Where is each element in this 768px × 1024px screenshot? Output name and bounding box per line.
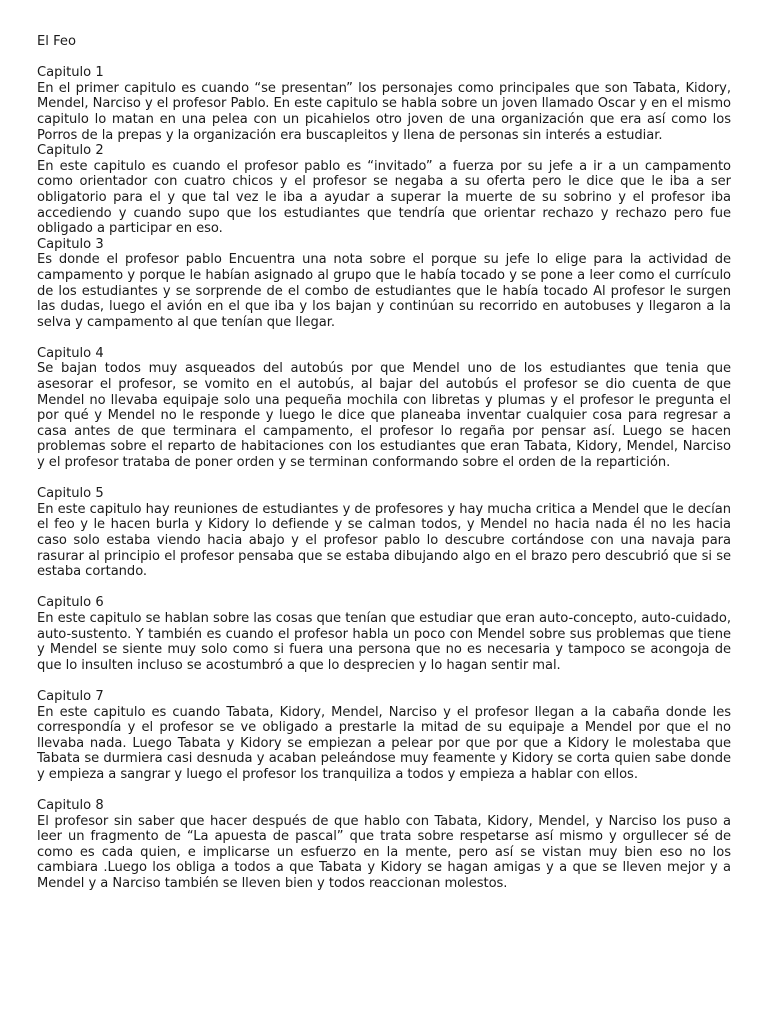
chapter-5: [37, 486, 731, 580]
chapter-body: Es donde el profesor pablo Encuentra una nota sobre el porque su jefe lo elige para la actividad de campamento y porque le habían asignado al grupo que le había tocado y se pone a leer como el currículo de los estudiantes y se sorprende de el combo de estudiantes que le había tocado Al profesor le surgen las dudas, luego el avión en el que iba y los bajan y continúan su recorrido en autobuses y llegaron a la selva y campamento al que tenían que llegar.: [37, 252, 731, 330]
chapter-6: [37, 595, 731, 673]
chapter-heading: Capitulo 6: [37, 595, 104, 611]
chapter-body: Se bajan todos muy asqueados del autobús por que Mendel uno de los estudiantes que tenia que asesorar el profesor, se vomito en el autobús, al bajar del autobús el profesor se dio cuenta de que Mendel no llevaba equipaje solo una pequeña mochila con libretas y plumas y el profesor le pregunta el por qué y Mendel no le responde y luego le dice que planeaba inventar cualquier cosa para regresar a casa antes de que terminara el campamento, el profesor lo regaña por pensar así. Luego se hacen problemas sobre el reparto de habitaciones con los estudiantes que eran Tabata, Kidory, Mendel, Narciso y el profesor trataba de poner orden y se terminan conformando sobre el orden de la repartición.: [37, 361, 731, 471]
document-page: [37, 34, 731, 892]
chapter-heading: Capitulo 8: [37, 798, 104, 814]
chapter-heading: Capitulo 5: [37, 486, 104, 502]
chapter-heading: Capitulo 4: [37, 345, 104, 361]
chapter-2: [37, 143, 731, 237]
document-title: El Feo: [37, 34, 76, 49]
chapter-heading: Capitulo 3: [37, 236, 104, 252]
chapter-body: En este capitulo es cuando el profesor pablo es “invitado” a fuerza por su jefe a ir a un campamento como orientador con cuatro chicos y el profesor se negaba a su oferta pero le dice que le iba a ser obligatorio para el y que tal vez le iba a ayudar a superar la muerte de su sobrino y el profesor iba accediendo y cuando supo que los estudiantes que tendría que orientar rechazo y rechazo pero fue obligado a participar en eso.: [37, 158, 731, 237]
chapter-1: [37, 65, 731, 143]
chapter-heading: Capitulo 2: [37, 143, 104, 159]
chapter-heading: Capitulo 1: [37, 65, 104, 81]
chapter-body: En el primer capitulo es cuando “se presentan” los personajes como principales que son Tabata, Kidory, Mendel, Narciso y el profesor Pablo. En este capitulo se habla sobre un joven llamado Oscar y en el mismo capitulo lo matan en una pelea con un picahielos otro joven de una organización que era así como los Porros de la prepas y la organización era buscapleitos y llena de personas sin interés a estudiar.: [37, 80, 731, 143]
chapter-heading: Capitulo 7: [37, 688, 104, 704]
chapter-8: [37, 798, 731, 892]
chapter-4: [37, 346, 731, 471]
chapter-body: En este capitulo es cuando Tabata, Kidory, Mendel, Narciso y el profesor llegan a la cabaña donde les correspondía y el profesor se ve obligado a prestarle la mitad de su equipaje a Mendel por que el no llevaba nada. Luego Tabata y Kidory se empiezan a pelear por que por que a Kidory le molestaba que Tabata se durmiera casi desnuda y acaban peleándose muy feamente y Kidory se corta quien sabe donde y empieza a sangrar y luego el profesor los tranquiliza a todos y empieza a hablar con ellos.: [37, 704, 731, 782]
chapter-3: [37, 237, 731, 331]
chapter-body: En este capitulo se hablan sobre las cosas que tenían que estudiar que eran auto-concepto, auto-cuidado, auto-sustento. Y también es cuando el profesor habla un poco con Mendel sobre sus problemas que tiene y Mendel se siente muy solo como si fuera una persona que no es necesaria y tampoco se acongoja de que lo insulten incluso se acostumbró a que lo desprecien y lo hagan sentir mal.: [37, 610, 731, 673]
chapter-body: En este capitulo hay reuniones de estudiantes y de profesores y hay mucha critica a Mendel que le decían el feo y le hacen burla y Kidory lo defiende y se calman todos, y Mendel no hacia nada él no les hacia caso solo estaba viendo hacia abajo y el profesor pablo lo descubre cortándose con una navaja para rasurar al principio el profesor pensaba que se estaba dibujando algo en el brazo pero descubrió que si se estaba cortando.: [37, 501, 731, 580]
chapter-body: El profesor sin saber que hacer después de que hablo con Tabata, Kidory, Mendel, y Narciso los puso a leer un fragmento de “La apuesta de pascal” que trata sobre respetarse así mismo y orgullecer sé de como es cada quien, e implicarse un esfuerzo en la mente, pero así se vistan muy bien eso no los cambiara .Luego los obliga a todos a que Tabata y Kidory se hagan amigas y a que se lleven mejor y a Mendel y a Narciso también se lleven bien y todos reaccionan molestos.: [37, 813, 731, 892]
chapter-7: [37, 689, 731, 783]
